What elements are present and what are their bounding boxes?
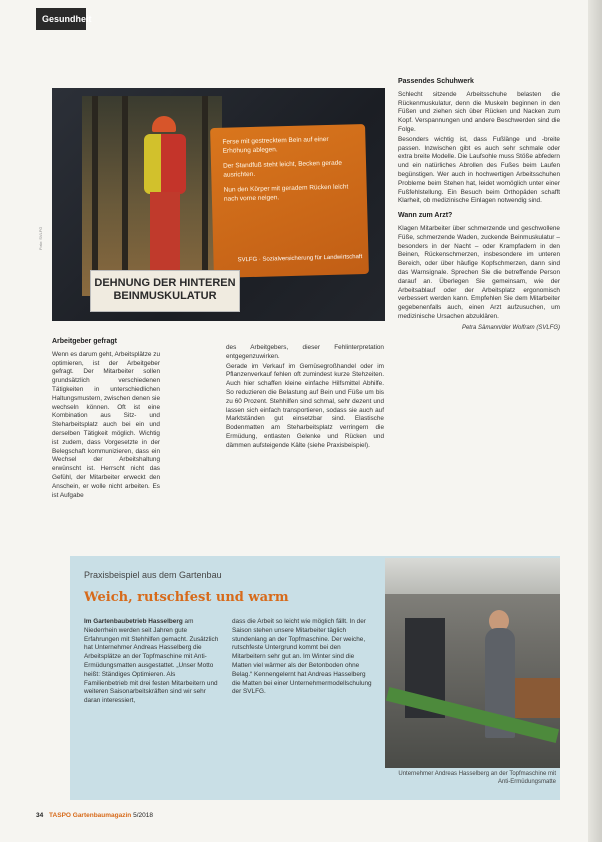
page-binding	[588, 0, 602, 842]
body-text: Besonders wichtig ist, dass Fußlänge und -breite passen. Inzwischen gibt es auch sehr schmale oder extra breite Modelle. Die Laufsohle muss Stöße abfedern und ein natürliches Abrollen des Fußes beim Laufen begünstigen. Wer auch in hochwertigen Arbeitsschuhen Probleme beim Stehen hat, leidet womöglich unter einer Fußfehlstellung. Ein Besuch beim Orthopäden schafft Klarheit, ob medizinische Einlagen notwendig sind.	[398, 135, 560, 205]
lead-text: Im Gartenbaubetrieb Hasselberg	[84, 618, 183, 625]
box-title: Weich, rutschfest und warm	[84, 590, 289, 605]
tree-trunk	[202, 96, 208, 296]
body-text: Wenn es darum geht, Arbeitsplätze zu optimieren, ist der Arbeitgeber gefragt. Der Mitarbeiter sollen grundsätzlich verschiedenen Tätigkeiten in unterschiedlichen Haltungsmustern, zwischen denen sie wechseln können. Oft ist eine Kombination aus Sitz- und Steharbeitsplatz auch bei ein und derselben Tätigkeit möglich. Wichtig ist zudem, dass Vorgesetzte in der Belegschaft kommunizieren, dass ein Wechsel der Arbeitshaltung erwünscht ist. Herrscht nicht das Gefühl, der Mitarbeiter erweckt den Anschein, er wolle nicht arbeiten. Es ist Aufgabe	[52, 350, 160, 499]
body-text: am Niederrhein werden seit Jahren gute Erfahrungen mit Stehhilfen gemacht. Zusätzlich hat Unternehmer Andreas Hasselberg die Arbeitsplätze an der Topfmaschine mit Anti-Ermüdungsmatten ausgestattet. „Unser Motto heißt: Ständiges Optimieren. Als Familienbetrieb mit drei festen Mitarbeitern und weiteren Saisonarbeitskräften sind wir sehr daran interessiert,	[84, 618, 219, 705]
article-column-left	[52, 338, 160, 501]
magazine-name: TASPO Gartenbaumagazin	[49, 812, 132, 819]
tree-trunk	[92, 96, 98, 296]
photo-caption: Unternehmer Andreas Hasselberg an der Topfmaschine mit Anti-Ermüdungsmatte	[398, 771, 556, 785]
worker-figure	[144, 134, 186, 194]
instruction-tip: Der Standfuß steht leicht, Becken gerade ausrichten.	[222, 159, 342, 179]
hero-photo	[52, 88, 385, 321]
crate	[515, 678, 560, 718]
section-tag: Gesundheit	[36, 8, 86, 30]
box-column	[84, 618, 220, 706]
article-column-right	[398, 78, 560, 333]
body-text: des Arbeitgebers, dieser Fehlinterpretation entgegenzuwirken.	[226, 344, 384, 360]
instruction-card	[210, 124, 369, 278]
greenhouse-photo	[385, 558, 560, 768]
instruction-tip: Nun den Körper mit geradem Rücken leicht nach vorne neigen.	[223, 183, 349, 203]
instruction-tip: Ferse mit gestrecktem Bein auf einer Erhöhung ablegen.	[222, 135, 329, 155]
photo-banner: DEHNUNG DER HINTEREN BEINMUSKULATUR	[90, 270, 240, 312]
body-text: Gerade im Verkauf im Gemüsegroßhandel oder im Pflanzenverkauf fehlen oft zumindest kurze Stehzeiten. Auch hier schaffen kleine einfache Hilfsmittel Abhilfe. So reduzieren die Belastung auf Bein und Füße um bis zu 60 Prozent. Stehhilfen sind schmal, sehr dezent und lassen sich einfach transportieren, sodass sie auch auf Marktständen gut einsetzbar sind. Elastische Bodenmatten am Steharbeitsplatz verringern die Ermüdung, entlasten Gelenke und Rücken und dämmen aufsteigende Kälte (siehe Praxisbeispiel).	[226, 362, 384, 449]
greenhouse-roof	[385, 558, 560, 594]
page-number: 34	[36, 812, 44, 819]
article-column-middle	[226, 344, 384, 452]
box-label: Praxisbeispiel aus dem Gartenbau	[84, 570, 222, 580]
box-column: dass die Arbeit so leicht wie möglich fällt. In der Saison stehen unsere Mitarbeiter täglich stundenlang an der Topfmaschine. Der weiche, rutschfeste Untergrund kommt bei den Mitarbeitern sehr gut an. Im Winter sind die Matten viel wärmer als der Betonboden ohne Belag.“ Kennengelernt hat Andreas Hasselberg die Matten bei einer Unternehmermodellschulung der SVLFG.	[232, 618, 372, 696]
photo-credit: Foto: SVLFG	[38, 226, 43, 250]
section-heading: Arbeitgeber gefragt	[52, 338, 117, 345]
section-heading: Passendes Schuhwerk	[398, 78, 474, 85]
body-text: Schlecht sitzende Arbeitsschuhe belasten die Rückenmuskulatur, denn die Muskeln beginnen in den Füßen und ziehen sich über Rücken und Nacken zum Kopf. Verspannungen und andere Beschwerden sind die Folge.	[398, 90, 560, 133]
body-text: Klagen Mitarbeiter über schmerzende und geschwollene Füße, schmerzende Waden, zuckende Beinmuskulatur – besonders in der Nacht – oder Krampfadern in den Beinen, Rückenschmerzen, insbesondere im unteren Bereich, oder über häufige Kopfschmerzen, dann sind das Warnsignale. Sprechen Sie die betreffende Person darauf an. Überlegen Sie gemeinsam, wie der Arbeitsablauf oder der Arbeitsplatz ergonomisch verbessert werden kann. Empfehlen Sie dem Mitarbeiter gegebenenfalls auch, einen Arzt aufzusuchen, um medizinische Ursachen abzuklären.	[398, 224, 560, 320]
section-heading: Wann zum Arzt?	[398, 212, 453, 220]
page-footer	[36, 812, 153, 819]
author-credit: Petra Sämann/der Wolfram (SVLFG)	[461, 324, 560, 331]
issue-number: 5/2018	[133, 812, 153, 819]
tree-trunk	[122, 96, 128, 296]
worker-legs	[150, 192, 180, 272]
practice-example-box	[70, 556, 560, 800]
brand-text: SVLFG · Sozialversicherung für Landwirtschaft	[237, 254, 363, 264]
